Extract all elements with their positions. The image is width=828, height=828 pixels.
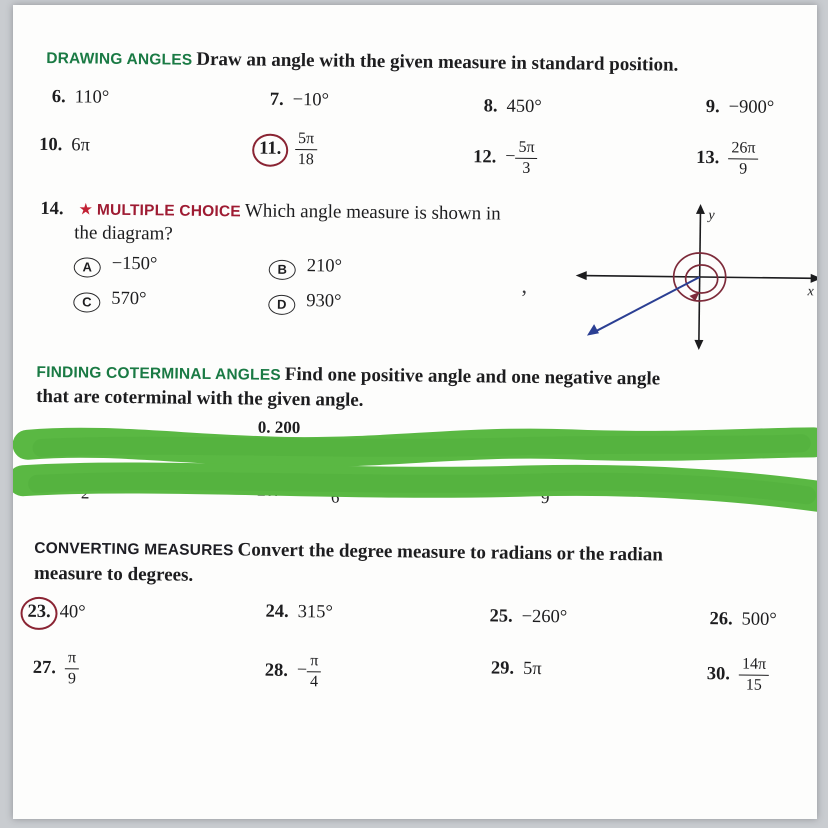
problem-9: [706, 97, 775, 119]
problem-30: [707, 655, 770, 695]
problem-value: 40°: [59, 602, 86, 623]
problem-number: 12.: [473, 147, 497, 168]
x-axis-label: x: [807, 284, 814, 300]
problem-25: [489, 606, 567, 628]
option-letter-circle: A: [74, 257, 101, 277]
fraction-denominator: 3: [522, 159, 531, 177]
problem-12: [473, 138, 538, 178]
x-axis-left-arrow-icon: [576, 271, 587, 280]
answer-circle: [20, 597, 58, 630]
drawing-angles-instruction: Draw an angle with the given measure in standard position.: [196, 48, 679, 76]
coterminal-heading: FINDING COTERMINAL ANGLES: [36, 363, 281, 384]
option-value: 570°: [111, 288, 147, 310]
angle-diagram: [571, 199, 817, 354]
problem-number: 23.: [27, 601, 51, 623]
angle-spiral-inner: [685, 265, 717, 293]
problem-value: 500°: [741, 609, 777, 630]
option-d: [268, 291, 341, 315]
fraction-numerator: π: [65, 649, 79, 669]
problem-number: 27.: [32, 657, 57, 679]
problem-13: [696, 139, 759, 179]
problem-number: 26.: [709, 609, 733, 630]
problem-7: [270, 90, 329, 112]
fraction-numerator: 5π: [515, 139, 537, 159]
fraction-denominator: 9: [67, 670, 76, 688]
problem-26: [709, 609, 777, 631]
option-a: [74, 253, 158, 278]
problem-value: 5π: [522, 658, 542, 680]
problem-number: 6.: [51, 87, 66, 108]
fraction: [515, 139, 538, 178]
page-content: [13, 5, 817, 819]
option-c: [73, 288, 146, 312]
occluded-text-fragment: 0. 200: [257, 417, 301, 438]
star-icon: ★: [78, 201, 94, 219]
problem-number: 14.: [40, 198, 64, 220]
y-axis-label: y: [708, 208, 715, 224]
problem-value: −260°: [521, 606, 568, 628]
problem-23: [27, 597, 85, 631]
problem-number: 13.: [696, 147, 720, 169]
converting-instruction-line2: measure to degrees.: [33, 562, 194, 586]
problem-24: [265, 602, 333, 624]
minus-sign: −: [505, 145, 516, 166]
problem-number: 24.: [265, 601, 289, 622]
terminal-ray: [595, 276, 700, 333]
problem-number: 9.: [705, 97, 720, 118]
occluded-denominator-fragment: 3: [765, 488, 775, 508]
question-text: Which angle measure is shown in: [244, 200, 501, 225]
option-b: [269, 256, 342, 280]
x-axis-right-arrow-icon: [811, 274, 817, 283]
occluded-denominator-fragment: 6: [330, 487, 340, 507]
multiple-choice-heading: MULTIPLE CHOICE: [96, 201, 241, 221]
answer-circle: [252, 133, 289, 166]
occluded-number-fragment: 20.: [256, 480, 279, 500]
problem-value: 315°: [297, 602, 333, 623]
stray-pencil-mark: ,: [521, 272, 528, 298]
option-letter-circle: B: [269, 259, 296, 279]
option-value: −150°: [111, 253, 158, 275]
green-marker-strokes: [13, 406, 817, 531]
y-axis-down-arrow-icon: [694, 340, 703, 350]
fraction: [739, 655, 770, 694]
problem-28: [265, 652, 322, 691]
option-letter-circle: D: [268, 294, 295, 314]
occluded-denominator-fragment: 2: [80, 483, 90, 503]
occluded-denominator-fragment: 9: [540, 488, 550, 508]
problem-8: [484, 96, 542, 118]
problem-10: [39, 135, 90, 157]
problem-number: 29.: [490, 658, 515, 679]
problem-value: −900°: [728, 97, 775, 118]
option-letter-circle: C: [73, 292, 100, 312]
problem-value: 110°: [74, 87, 110, 108]
problem-29: [491, 658, 542, 680]
fraction-numerator: 14π: [739, 655, 769, 675]
problem-number: 30.: [706, 663, 731, 685]
converting-instruction-line1: Convert the degree measure to radians or the radian: [237, 539, 664, 566]
fraction: [295, 130, 318, 169]
fraction-numerator: 26π: [728, 139, 758, 159]
multiple-choice-line2: the diagram?: [74, 222, 173, 245]
fraction: [728, 139, 759, 178]
fraction-denominator: 18: [297, 150, 314, 169]
drawing-angles-heading-line: [46, 47, 806, 78]
fraction: [65, 649, 80, 688]
problem-number: 28.: [264, 660, 289, 681]
problem-number: 10.: [39, 134, 63, 156]
fraction: [307, 652, 322, 691]
problem-number: 25.: [489, 606, 513, 627]
fraction-numerator: π: [307, 652, 321, 672]
drawing-angles-heading: DRAWING ANGLES: [46, 49, 193, 69]
option-value: 210°: [306, 256, 343, 277]
problem-6: [52, 87, 110, 109]
coterminal-instruction-line2: that are coterminal with the given angle.: [36, 385, 364, 411]
problem-11: [259, 130, 317, 170]
converting-heading: CONVERTING MEASURES: [34, 539, 234, 560]
problem-number: 11.: [259, 138, 282, 159]
coterminal-instruction-line1: Find one positive angle and one negative angle: [284, 363, 661, 390]
problem-number: 7.: [269, 89, 284, 110]
fraction-numerator: 5π: [295, 130, 317, 150]
fraction-denominator: 9: [739, 160, 748, 178]
problem-number: 8.: [483, 96, 498, 117]
problem-value: −10°: [292, 89, 330, 111]
option-value: 930°: [306, 291, 342, 312]
textbook-page: [13, 5, 817, 819]
problem-value: 450°: [506, 96, 542, 118]
y-axis-up-arrow-icon: [696, 204, 705, 214]
fraction-denominator: 4: [309, 673, 319, 691]
problem-27: [33, 649, 80, 688]
problem-value: 6π: [71, 135, 91, 156]
fraction-denominator: 15: [745, 676, 762, 694]
minus-sign: −: [296, 658, 308, 680]
